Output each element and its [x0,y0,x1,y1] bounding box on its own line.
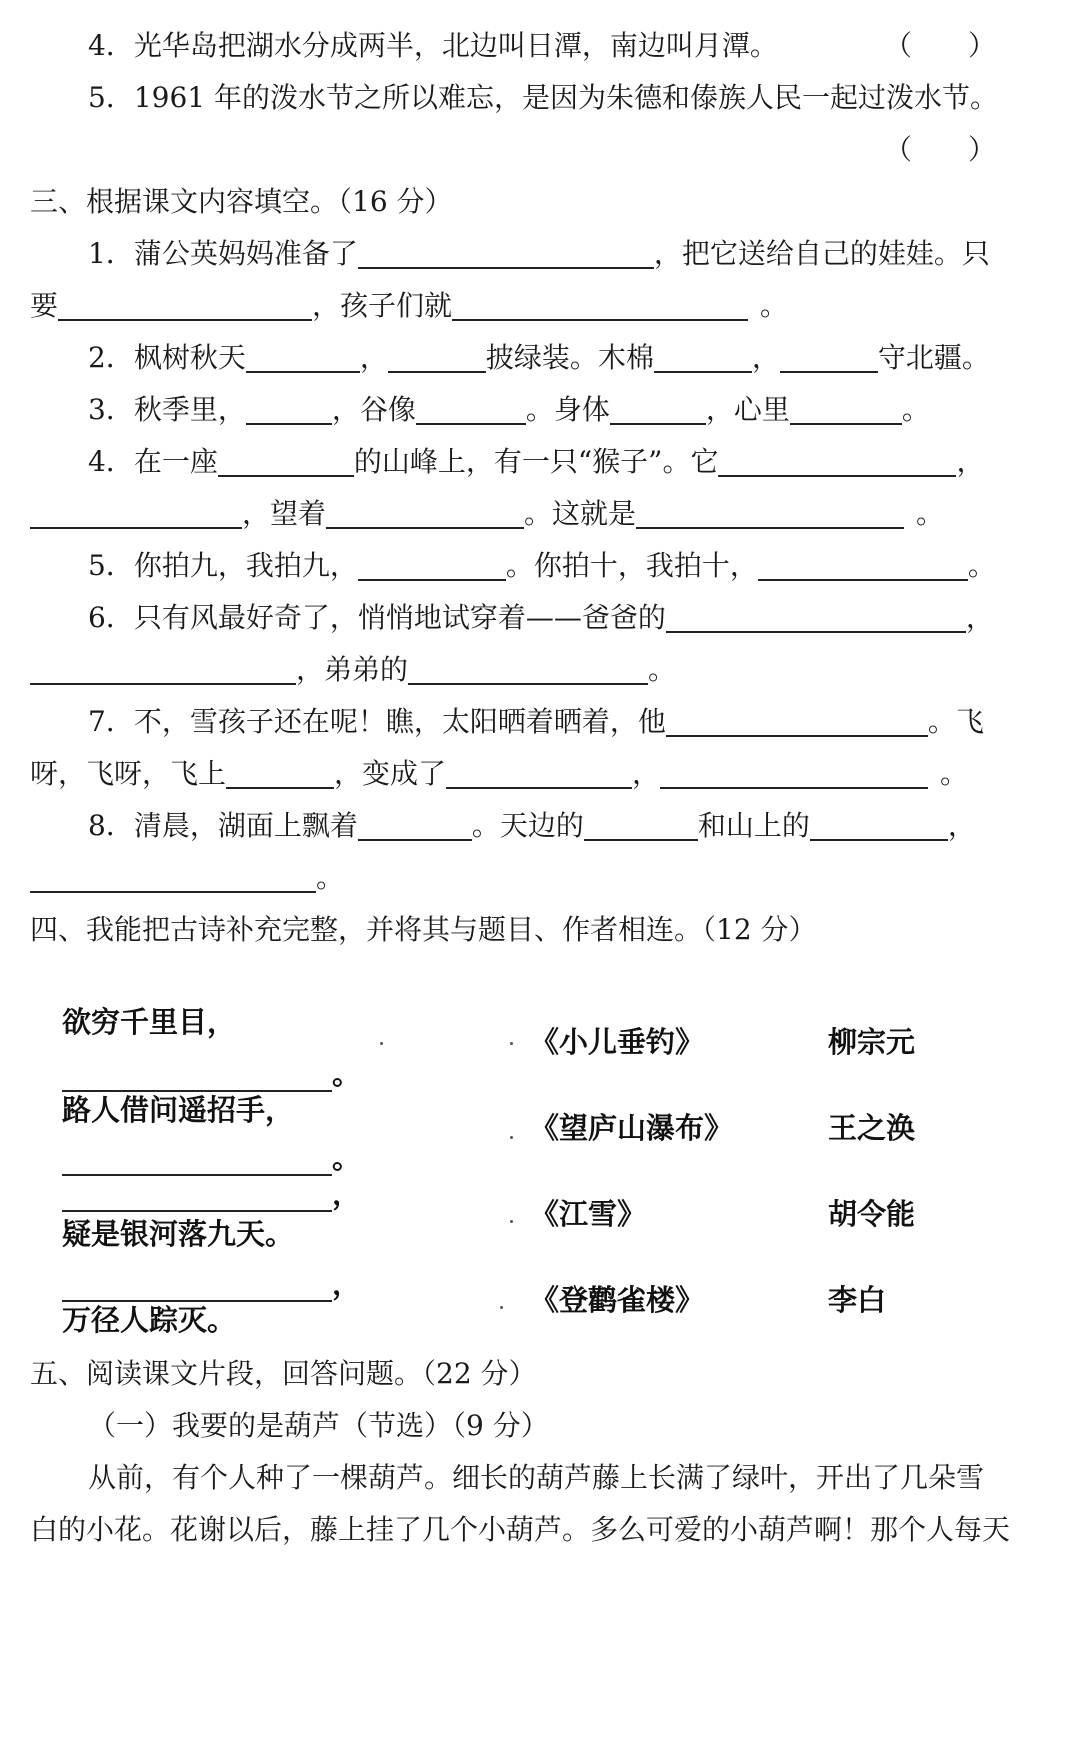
text: 要 [30,289,59,322]
answer-blank[interactable] [666,599,966,633]
text: ， [956,445,985,478]
poem-author-2[interactable]: 王之涣 [828,1111,916,1145]
text: 。天边的 [471,809,584,842]
text: ，变成了 [334,757,447,790]
poem-title-3[interactable]: 《江雪》 [530,1197,647,1231]
answer-blank[interactable] [30,651,296,685]
answer-blank[interactable] [358,235,654,269]
fill-q7-line1 [88,700,1056,744]
fill-q4-line1 [88,440,1056,484]
text: 。这就是 [524,497,637,530]
text: 。你拍十，我拍十， [505,549,758,582]
item-text: 4．光华岛把湖水分成两半，北边叫日潭，南边叫月潭。 [88,29,778,62]
answer-blank[interactable] [790,391,902,425]
text: ，弟弟的 [296,653,409,686]
match-dot[interactable] [510,1136,513,1139]
poem-author-4[interactable]: 李白 [828,1283,887,1317]
punct: 。 [332,1141,362,1175]
fill-q7-line2 [30,752,1056,796]
answer-paren[interactable]: （ ） [883,29,996,62]
item-text: 5．1961 年的泼水节之所以难忘，是因为朱德和傣族人民一起过泼水节。 [88,81,998,114]
text: 1．蒲公英妈妈准备了 [88,237,358,270]
text: 披绿装。木棉 [485,341,654,374]
poem-author-3[interactable]: 胡令能 [828,1197,916,1231]
text: 7．不，雪孩子还在呢！瞧，太阳晒着晒着，他 [88,705,666,738]
poem-title-2[interactable]: 《望庐山瀑布》 [530,1111,734,1145]
answer-blank[interactable] [666,703,928,737]
true-false-item-5 [88,76,1056,120]
match-dot[interactable] [510,1220,513,1223]
answer-blank[interactable] [654,339,752,373]
section-3-heading: 三、根据课文内容填空。（16 分） [30,185,453,218]
text: 。 [648,653,677,686]
text: ，谷像 [331,393,416,426]
text: ， [359,341,388,374]
text: ，心里 [705,393,790,426]
reading-paragraph-line-2: 白的小花。花谢以后，藤上挂了几个小葫芦。多么可爱的小葫芦啊！那个人每天 [30,1513,1011,1546]
answer-blank[interactable] [758,547,968,581]
text: 。飞 [927,705,984,738]
text: ， [947,809,976,842]
text: 3．秋季里， [88,393,246,426]
fill-q3 [88,388,1056,432]
answer-blank[interactable] [636,495,904,529]
answer-blank[interactable] [30,859,316,893]
answer-blank[interactable] [584,807,698,841]
answer-blank[interactable] [58,287,312,321]
answer-blank[interactable] [452,287,748,321]
match-dot[interactable] [510,1042,513,1045]
section-5-heading: 五、阅读课文片段，回答问题。（22 分） [30,1357,537,1390]
punct: 。 [332,1057,362,1091]
answer-blank[interactable] [718,443,956,477]
answer-blank[interactable] [660,755,928,789]
answer-paren[interactable]: （ ） [883,133,996,166]
fill-q1-line2 [30,284,1056,328]
text: 呀，飞呀，飞上 [30,757,227,790]
reading-paragraph-line-1: 从前，有个人种了一棵葫芦。细长的葫芦藤上长满了绿叶，开出了几朵雪 [88,1461,985,1494]
section-4-heading: 四、我能把古诗补充完整，并将其与题目、作者相连。（12 分） [30,913,817,946]
text: 。 [940,757,969,790]
poem-title-4[interactable]: 《登鹳雀楼》 [530,1283,705,1317]
text: 的山峰上，有一只“猴子”。它 [353,445,719,478]
fill-q1-line1 [88,232,1056,276]
fill-q8-line1 [88,804,1056,848]
text: ， [751,341,780,374]
text: 和山上的 [697,809,810,842]
answer-blank[interactable] [416,391,526,425]
answer-blank[interactable] [388,339,486,373]
answer-blank[interactable] [358,547,506,581]
poem-line-4: 万径人踪灭。 [62,1303,237,1337]
answer-blank[interactable] [246,339,360,373]
text: ，孩子们就 [312,289,453,322]
poem-line-3: 疑是银河落九天。 [62,1217,295,1251]
text: ，望着 [242,497,327,530]
answer-blank[interactable] [226,755,334,789]
poem-line-2: 路人借问遥招手， [62,1093,295,1127]
fill-q5 [88,544,1056,588]
text: 。 [901,393,930,426]
text: 2．枫树秋天 [88,341,246,374]
fill-q8-line2 [30,856,1056,900]
text: ，把它送给自己的娃娃。只 [653,237,990,270]
text: 。身体 [525,393,610,426]
answer-blank[interactable] [246,391,332,425]
true-false-item-5-paren-row [30,128,1056,172]
text: 6．只有风最好奇了，悄悄地试穿着——爸爸的 [88,601,666,634]
text: 守北疆。 [877,341,990,374]
match-dot[interactable] [500,1306,503,1309]
answer-blank[interactable] [610,391,706,425]
text: 。 [760,289,789,322]
fill-q6-line2 [30,648,1056,692]
answer-blank[interactable] [218,443,354,477]
poem-title-1[interactable]: 《小儿垂钓》 [530,1025,705,1059]
answer-blank[interactable] [780,339,878,373]
poem-blank-row-3 [62,1172,361,1216]
answer-blank[interactable] [408,651,648,685]
text: 。 [967,549,996,582]
fill-q6-line1 [88,596,1056,640]
text: ， [632,757,661,790]
answer-blank[interactable] [326,495,524,529]
poem-line-1: 欲穷千里目， [62,1005,237,1039]
match-dot[interactable] [380,1042,383,1045]
reading-subheading: （一）我要的是葫芦（节选）（9 分） [88,1409,549,1442]
text: 。 [316,861,345,894]
text: 。 [916,497,945,530]
answer-blank[interactable] [358,807,472,841]
punct: ， [332,1177,362,1211]
text: 4．在一座 [88,445,218,478]
answer-blank[interactable] [62,1180,332,1212]
text: ， [965,601,994,634]
answer-blank[interactable] [446,755,632,789]
fill-q4-line2 [30,492,1056,536]
punct: ， [332,1267,362,1301]
answer-blank[interactable] [810,807,948,841]
true-false-item-4 [88,24,1056,68]
text: 8．清晨，湖面上飘着 [88,809,358,842]
answer-blank[interactable] [30,495,242,529]
poem-author-1[interactable]: 柳宗元 [828,1025,916,1059]
text: 5．你拍九，我拍九， [88,549,358,582]
fill-q2 [88,336,1056,380]
